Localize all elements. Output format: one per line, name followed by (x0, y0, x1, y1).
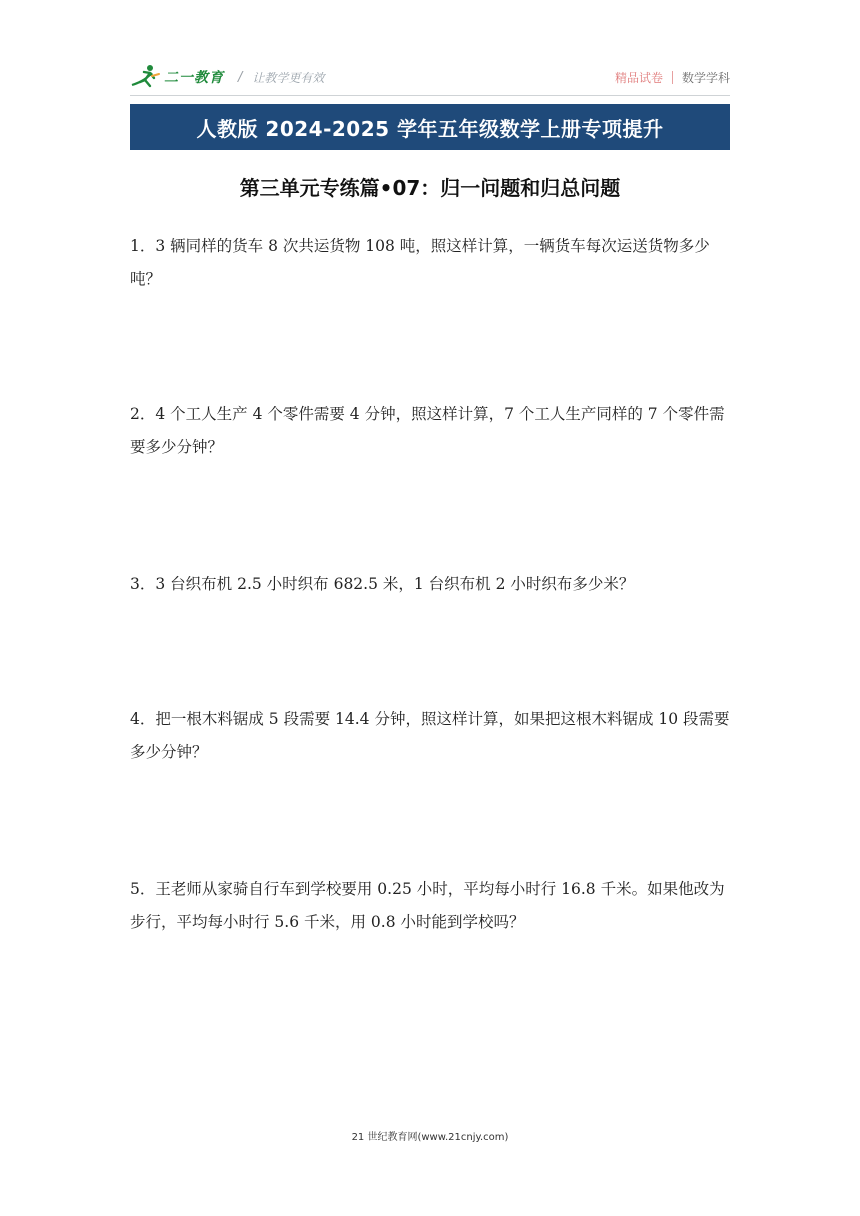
question-5: 5．王老师从家骑自行车到学校要用 0.25 小时，平均每小时行 16.8 千米。如果他改为步行，平均每小时行 5.6 千米，用 0.8 小时能到学校吗？ (130, 880, 725, 931)
section-subtitle: 第三单元专练篇•07：归一问题和归总问题 (239, 176, 621, 200)
question-4: 4．把一根木料锯成 5 段需要 14.4 分钟，照这样计算，如果把这根木料锯成 10 段需要多少分钟？ (130, 710, 730, 761)
header-separator: / (238, 69, 243, 85)
question-2: 2．4 个工人生产 4 个零件需要 4 分钟，照这样计算，7 个工人生产同样的 7 个零件需要多少分钟？ (130, 405, 725, 456)
page-header (130, 62, 730, 92)
banner-title: 人教版 2024-2025 学年五年级数学上册专项提升 (196, 116, 664, 141)
premium-tag: 精品试卷 (614, 70, 663, 85)
logo-text: 二一教育 (164, 70, 224, 86)
header-tags (615, 62, 730, 92)
question-3: 3．3 台织布机 2.5 小时织布 682.5 米，1 台织布机 2 小时织布多少米？ (130, 575, 635, 593)
brand-logo (130, 62, 324, 92)
tag-divider (672, 71, 673, 84)
running-person-icon (130, 63, 162, 91)
page-footer: 21 世纪教育网(www.21cnjy.com) (351, 1132, 509, 1143)
title-banner (130, 104, 730, 150)
slogan: 让教学更有效 (252, 70, 325, 85)
subject-tag: 数学学科 (681, 70, 730, 85)
header-rule (130, 95, 730, 96)
question-1: 1．3 辆同样的货车 8 次共运货物 108 吨，照这样计算，一辆货车每次运送货物多少吨？ (130, 237, 710, 288)
